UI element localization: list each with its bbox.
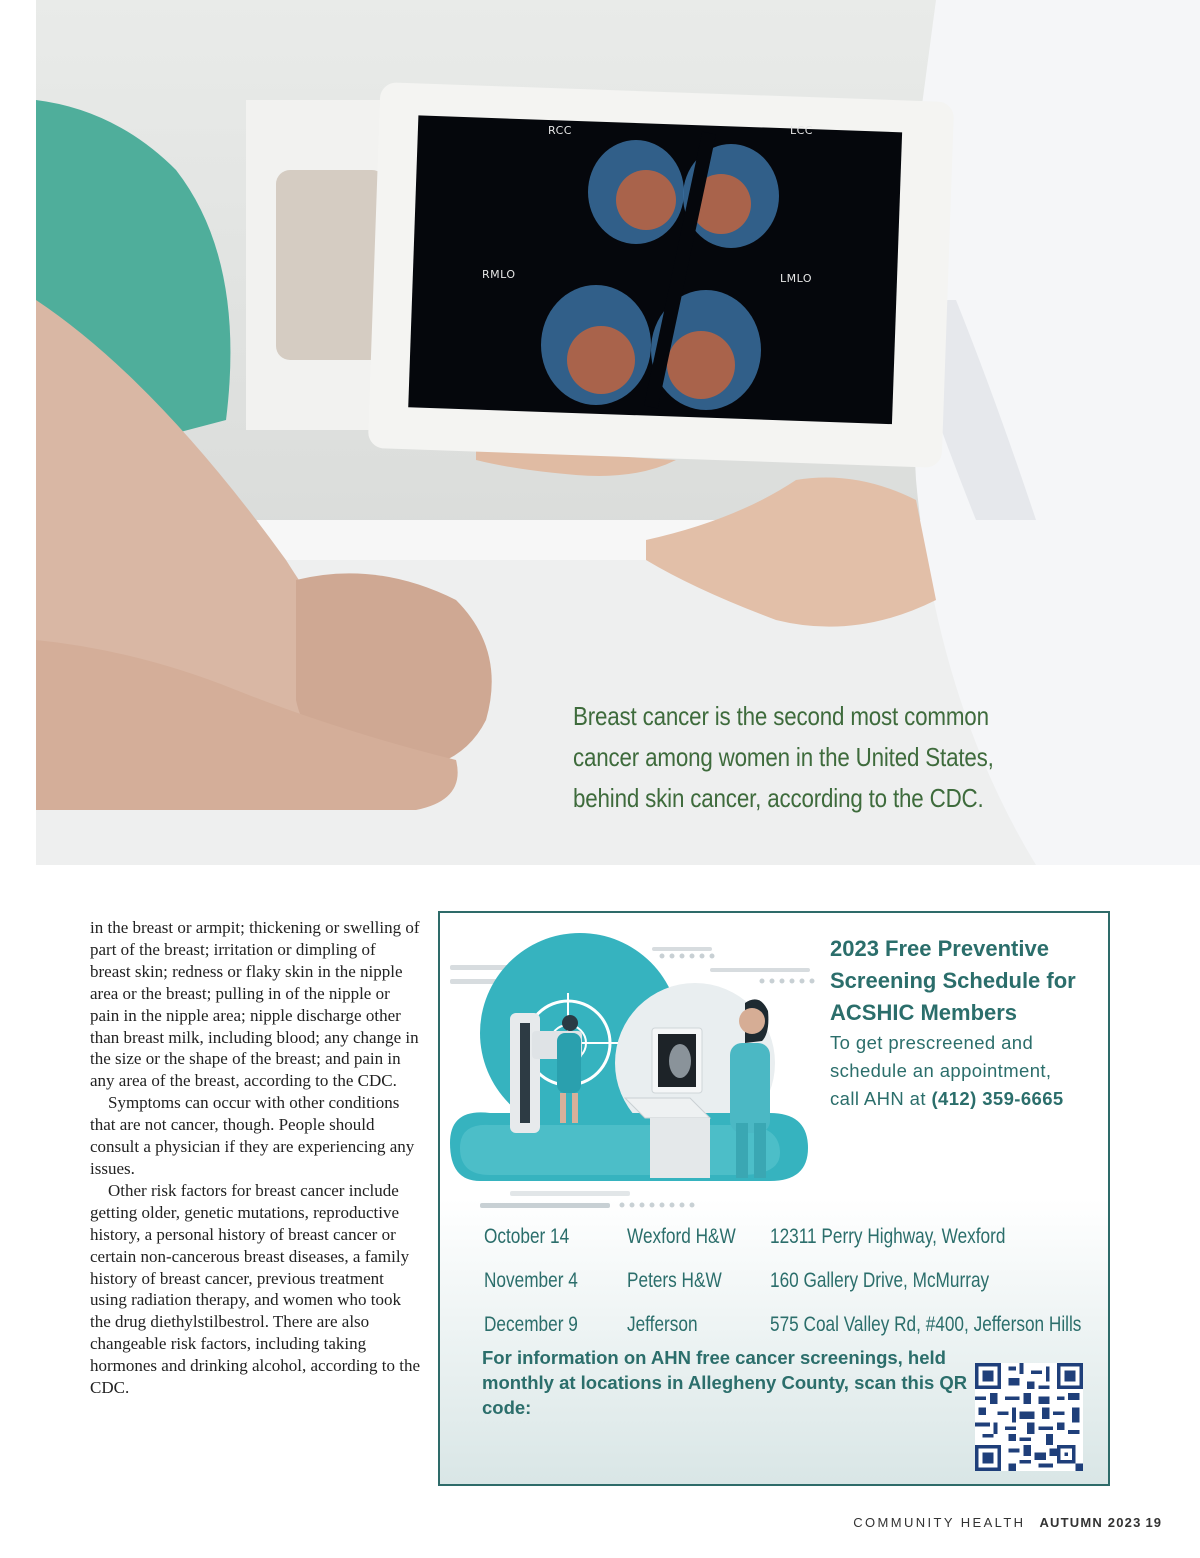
article-body [90,917,420,1399]
article-paragraph: Symptoms can occur with other conditions that are not cancer, though. People should consult a physician if they are experiencing any issues. [90,1093,415,1178]
article-paragraph: Other risk factors for breast cancer include getting older, genetic mutations, reproductive history, a personal history of breast cancer or certain non-cancerous breast diseases, a family history of breast cancer, previous treatment using radiation therapy, and women who took the drug diethylstilbestrol. There are also changeable risk factors, including taking hormones and drinking alcohol, according to the CDC. [90,1180,420,1398]
schedule-address: 12311 Perry Highway, Wexford [770,1225,1006,1248]
photo-caption: Breast cancer is the second most common cancer among women in the United States, behind skin cancer, according to the CDC. [573,701,994,813]
phone-number[interactable]: (412) 359-6665 [931,1088,1064,1109]
screening-instructions [830,1029,1080,1113]
schedule-date: December 9 [484,1313,578,1336]
qr-instructions: For information on AHN free cancer screenings, held monthly at locations in Allegheny County, scan this QR code: [482,1347,968,1418]
mammogram-label-rmlo: RMLO [482,268,516,281]
publication-name: COMMUNITY HEALTH [853,1515,1026,1530]
schedule-location: Peters H&W [627,1269,722,1292]
schedule-date: November 4 [484,1269,578,1292]
schedule-date: October 14 [484,1225,570,1248]
schedule-row [484,1313,1104,1343]
screening-schedule-box [438,911,1110,1486]
schedule-address: 575 Coal Valley Rd, #400, Jefferson Hills [770,1313,1082,1336]
issue-label: AUTUMN 2023 [1039,1515,1142,1530]
page-footer [853,1515,1162,1530]
instructions-text: To get prescreened and schedule an appointment, call AHN at [830,1032,1052,1109]
qr-code-icon[interactable] [975,1363,1083,1471]
screening-title: 2023 Free Preventive Screening Schedule for ACSHIC Members [830,936,1076,1025]
mammogram-label-lcc: LCC [790,124,813,137]
article-paragraph: in the breast or armpit; thickening or swelling of part of the breast; irritation or dimpling of breast skin; redness or flaky skin in the nipple area or the breast; pulling in of the nipple or pain in the nipple area; nipple discharge other than breast milk, including blood; any change in the size or the shape of the breast; and pain in any area of the breast, according to the CDC. [90,918,420,1091]
schedule-row [484,1269,1104,1299]
schedule-address: 160 Gallery Drive, McMurray [770,1269,990,1292]
schedule-location: Wexford H&W [627,1225,736,1248]
schedule-location: Jefferson [627,1313,698,1336]
mammogram-label-lmlo: LMLO [780,272,813,285]
page-number: 19 [1145,1515,1162,1530]
mammogram-label-rcc: RCC [548,124,572,137]
mammography-illustration [440,913,820,1213]
hero-photo [36,0,1200,865]
schedule-row [484,1225,1104,1255]
